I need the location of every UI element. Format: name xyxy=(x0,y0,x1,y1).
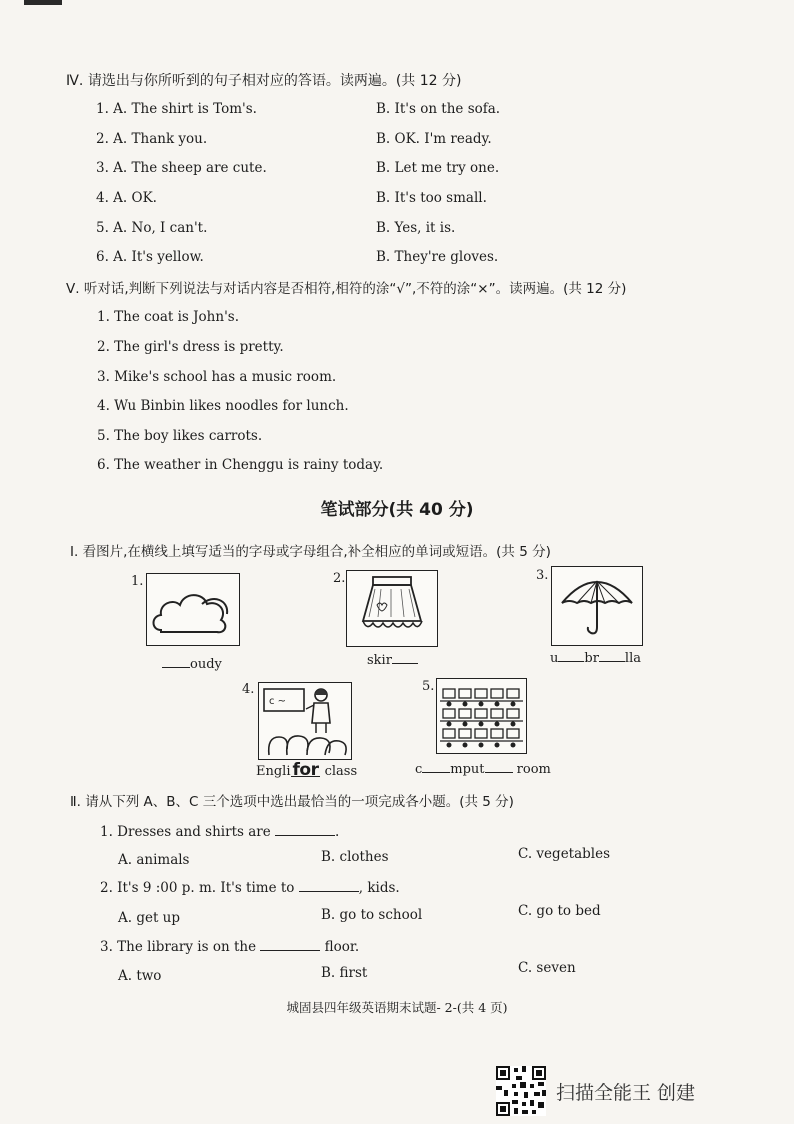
mc-q2-option-b[interactable]: B. go to school xyxy=(321,907,423,923)
pic-5-number: 5. xyxy=(422,679,435,694)
pic-1-cloud xyxy=(146,573,240,646)
s4-q3-b: B. Let me try one. xyxy=(376,160,500,176)
pic-3-blank-2[interactable] xyxy=(599,649,625,662)
mc-q1: 1. Dresses and shirts are . xyxy=(100,824,340,840)
pic-2-caption: skir xyxy=(367,651,418,668)
s4-q3-a: 3. A. The sheep are cute. xyxy=(96,160,267,176)
pic-3-number: 3. xyxy=(536,568,549,583)
s4-q1-a: 1. A. The shirt is Tom's. xyxy=(96,101,257,117)
mc-q1-option-c[interactable]: C. vegetables xyxy=(518,846,611,862)
page-footer: 城固县四年级英语期末试题- 2-(共 4 页) xyxy=(286,1000,508,1015)
written-1-title: Ⅰ. 看图片,在横线上填写适当的字母或字母组合,补全相应的单词或短语。(共 5 分) xyxy=(70,544,551,560)
s4-q1-b: B. It's on the sofa. xyxy=(376,101,501,117)
pic-4-handwritten-answer[interactable]: for xyxy=(292,760,319,780)
cloud-icon xyxy=(147,574,239,645)
s4-q5-a: 5. A. No, I can't. xyxy=(96,220,208,236)
qr-code-icon xyxy=(496,1066,546,1116)
pic-3-umbrella xyxy=(551,566,643,646)
mc-q3-option-a[interactable]: A. two xyxy=(118,968,162,984)
pic-5-caption: c mput room xyxy=(415,762,551,777)
scan-edge-mark xyxy=(24,0,62,5)
mc-q1-blank[interactable] xyxy=(275,823,335,836)
mc-q3-blank[interactable] xyxy=(260,938,320,951)
mc-q1-option-a[interactable]: A. animals xyxy=(118,852,190,868)
mc-q2-option-c[interactable]: C. go to bed xyxy=(518,903,601,919)
s5-item-6: 6. The weather in Chenggu is rainy today. xyxy=(97,457,384,473)
classroom-icon xyxy=(259,683,351,759)
s5-item-5: 5. The boy likes carrots. xyxy=(97,428,263,444)
pic-3-caption: u br lla xyxy=(550,651,641,666)
pic-1-blank[interactable] xyxy=(162,655,190,668)
mc-q1-option-b[interactable]: B. clothes xyxy=(321,849,389,865)
s4-q4-b: B. It's too small. xyxy=(376,190,487,206)
s4-q2-b: B. OK. I'm ready. xyxy=(376,131,492,147)
pic-2-number: 2. xyxy=(333,571,346,586)
written-part-heading: 笔试部分(共 40 分) xyxy=(320,500,474,520)
s4-q4-a: 4. A. OK. xyxy=(96,190,157,206)
pic-4-classroom xyxy=(258,682,352,760)
mc-q3-option-c[interactable]: C. seven xyxy=(518,960,576,976)
mc-q2-option-a[interactable]: A. get up xyxy=(118,910,181,926)
s5-item-4: 4. Wu Binbin likes noodles for lunch. xyxy=(97,398,349,414)
pic-5-blank-2[interactable] xyxy=(485,760,513,773)
mc-q2-blank[interactable] xyxy=(299,879,359,892)
mc-q3: 3. The library is on the floor. xyxy=(100,939,360,955)
umbrella-icon xyxy=(552,567,642,645)
pic-3-blank-1[interactable] xyxy=(558,649,584,662)
skirt-icon xyxy=(347,571,437,646)
pic-2-skirt xyxy=(346,570,438,647)
svg-text:c ~: c ~ xyxy=(269,696,287,707)
s5-item-3: 3. Mike's school has a music room. xyxy=(97,369,337,385)
s4-q2-a: 2. A. Thank you. xyxy=(96,131,208,147)
scanner-watermark-text: 扫描全能王 创建 xyxy=(556,1082,696,1104)
s5-item-1: 1. The coat is John's. xyxy=(97,309,240,325)
s5-item-2: 2. The girl's dress is pretty. xyxy=(97,339,284,355)
section-4-title: Ⅳ. 请选出与你所听到的句子相对应的答语。读两遍。(共 12 分) xyxy=(66,73,462,89)
s4-q6-b: B. They're gloves. xyxy=(376,249,499,265)
pic-1-caption: oudy xyxy=(162,655,222,672)
pic-4-number: 4. xyxy=(242,682,255,697)
s4-q5-b: B. Yes, it is. xyxy=(376,220,456,236)
pic-5-blank-1[interactable] xyxy=(422,760,450,773)
mc-q3-option-b[interactable]: B. first xyxy=(321,965,368,981)
pic-4-caption: Engli for class xyxy=(256,760,358,780)
pic-2-blank[interactable] xyxy=(392,651,418,664)
pic-1-number: 1. xyxy=(131,574,144,589)
written-2-title: Ⅱ. 请从下列 A、B、C 三个选项中选出最恰当的一项完成各小题。(共 5 分) xyxy=(70,794,514,810)
pic-5-computer-room xyxy=(436,678,527,754)
s4-q6-a: 6. A. It's yellow. xyxy=(96,249,204,265)
section-5-title: Ⅴ. 听对话,判断下列说法与对话内容是否相符,相符的涂“√”,不符的涂“×”。读两遍。(共 12 分) xyxy=(66,281,627,297)
mc-q2: 2. It's 9 :00 p. m. It's time to , kids. xyxy=(100,880,400,896)
computer-room-icon xyxy=(437,679,526,753)
